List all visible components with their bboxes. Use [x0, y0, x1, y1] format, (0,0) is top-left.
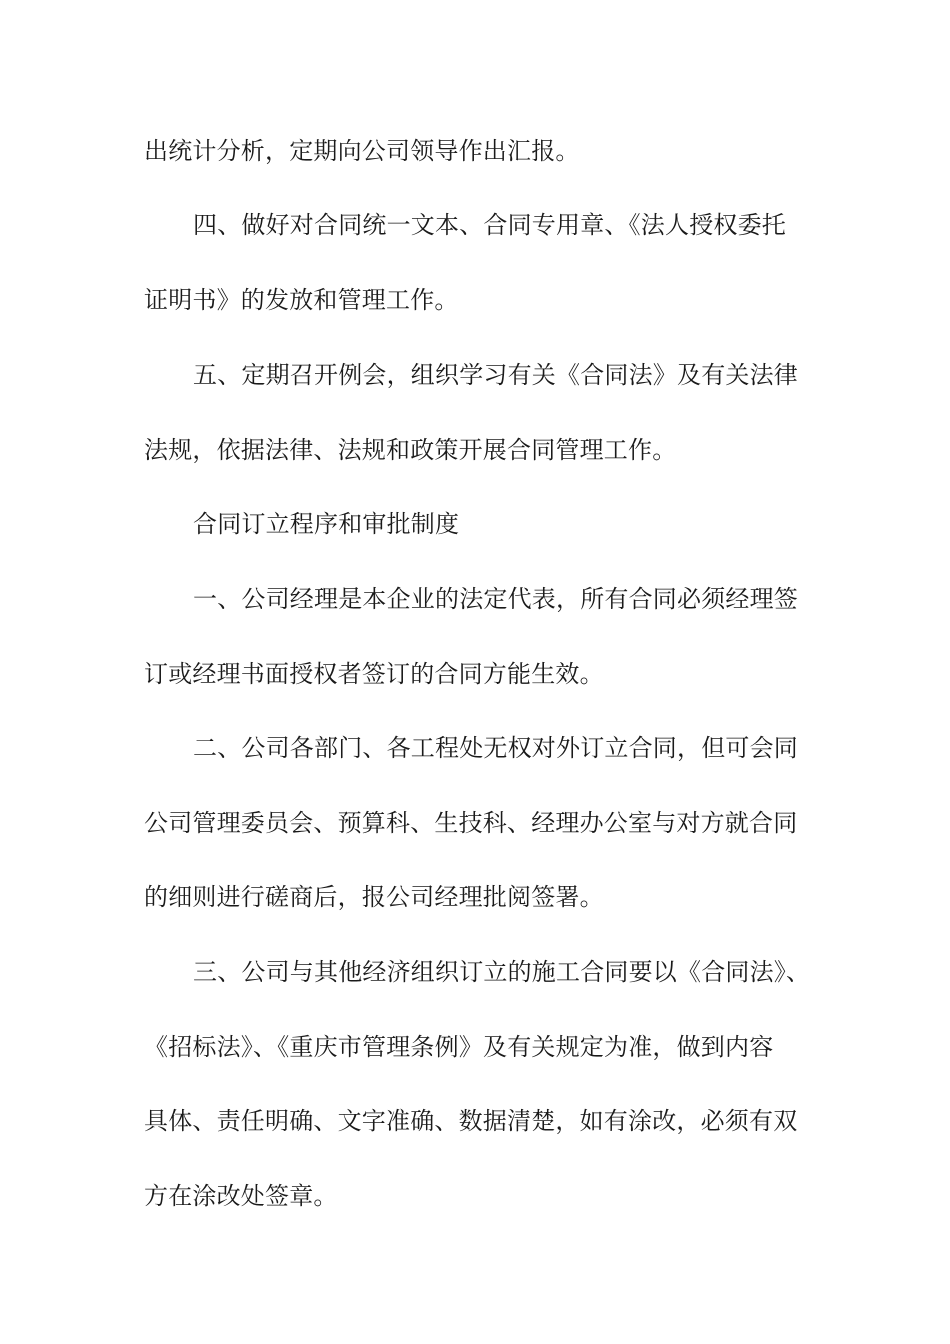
paragraph-line: 方在涂改处签章。 — [144, 1182, 338, 1210]
paragraph-line: 法规，依据法律、法规和政策开展合同管理工作。 — [144, 436, 677, 464]
paragraph-line: 五、定期召开例会，组织学习有关《合同法》及有关法律 — [193, 361, 798, 389]
paragraph-line: 一、公司经理是本企业的法定代表，所有合同必须经理签 — [193, 585, 798, 613]
paragraph-line: 订或经理书面授权者签订的合同方能生效。 — [144, 660, 604, 688]
paragraph-line: 出统计分析，定期向公司领导作出汇报。 — [144, 137, 580, 165]
paragraph-line: 具体、责任明确、文字准确、数据清楚，如有涂改，必须有双 — [144, 1107, 798, 1135]
paragraph-line: 的细则进行磋商后，报公司经理批阅签署。 — [144, 883, 604, 911]
paragraph-line: 证明书》的发放和管理工作。 — [144, 286, 459, 314]
paragraph-line: 《招标法》、《重庆市管理条例》及有关规定为准，做到内容 — [144, 1033, 774, 1061]
section-heading: 合同订立程序和审批制度 — [193, 510, 460, 538]
paragraph-line: 公司管理委员会、预算科、生技科、经理办公室与对方就合同 — [144, 809, 798, 837]
paragraph-line: 四、做好对合同统一文本、合同专用章、《法人授权委托 — [193, 211, 786, 239]
paragraph-line: 二、公司各部门、各工程处无权对外订立合同，但可会同 — [193, 734, 798, 762]
paragraph-line: 三、公司与其他经济组织订立的施工合同要以《合同法》、 — [193, 958, 811, 986]
